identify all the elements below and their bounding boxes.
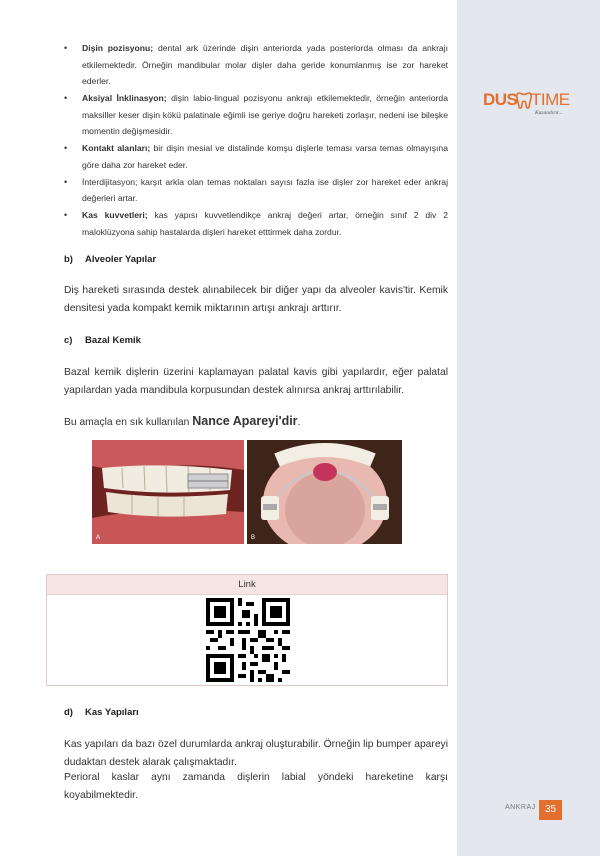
tooth-icon (516, 91, 532, 109)
link-title: Link (47, 575, 447, 595)
qr-code-icon[interactable] (206, 598, 290, 682)
list-item: • İnterdijitasyon; karşıt arkla olan temas noktaları sayısı fazla ise dişler zor hareket eder ankraj değerleri artar. (64, 176, 448, 203)
paragraph-alveoler: Diş hareketi sırasında destek alınabilecek bir diğer yapı da alveoler kavis'tir. Kemik densitesi yada kompakt kemik miktarının artışı ankrajı arttırır. (64, 285, 448, 314)
dustime-logo (483, 86, 573, 122)
logo-dus-text: DUS (483, 90, 518, 109)
bullet-list (64, 40, 448, 240)
link-box (46, 574, 448, 686)
section-heading-b: b) Alveoler Yapılar (64, 254, 157, 265)
bullet-section (64, 40, 448, 241)
footer-chapter-label: ANKRAJ (505, 804, 536, 811)
photo-a: A (92, 440, 244, 544)
list-item: • Kas kuvvetleri; kas yapısı kuvvetlendikçe ankraj değeri artar, örneğin sınıf 2 div 2 maloklüzyona sahip hastalarda dişleri hareket etttirmek daha zordur. (64, 210, 448, 237)
logo-tagline: Kazandırır... (535, 110, 563, 116)
clinical-photos (92, 440, 402, 544)
right-sidebar (457, 0, 600, 856)
photo-b: B (247, 440, 402, 544)
paragraph-nance: Bu amaçla en sık kullanılan Nance Apareyi'dir. (64, 414, 301, 428)
list-item: • Kontakt alanları; bir dişin mesial ve distalinde komşu dişlerle teması varsa temas olmayışına göre daha zor hareket eder. (64, 143, 448, 170)
paragraph-bazal-kemik: Bazal kemik dişlerin üzerini kaplamayan palatal kavis gibi yapılardır, eğer palatal yapılardan yada mandibula korpusundan destek alınırsa ankraj arttırılabilir. (64, 367, 448, 396)
list-item: • Dişin pozisyonu; dental ark üzerinde dişin anteriorda yada posteriorda olması da ankrajı etkilemektedir. Örneğin mandibular molar dişler daha geride konumlanmış ise zor hareket ederler. (64, 43, 449, 86)
paragraph-perioral: Perioral kaslar aynı zamanda dişlerin labial yöndeki hareketine karşı koyabilmektedir. (64, 772, 448, 801)
page-number: 35 (539, 800, 562, 820)
paragraph-kas-yapilari: Kas yapıları da bazı özel durumlarda ankraj oluşturabilir. Örneğin lip bumper apareyi dudaktan destek alarak çalışmaktadır. (64, 739, 448, 768)
section-heading-d: d) Kas Yapıları (64, 707, 139, 718)
list-item: • Aksiyal İnklinasyon; dişin labio-lingual pozisyonu ankrajı etkilemektedir, örneğin anteriorda maksiller keser dişin kökü palatinale eğimli ise geriye doğru hareketi zorlaşır, nedeni ise bileşke momentin değişmesidir. (64, 93, 448, 136)
section-heading-c: c) Bazal Kemik (64, 335, 141, 346)
logo-time-text: TIME (531, 90, 570, 109)
